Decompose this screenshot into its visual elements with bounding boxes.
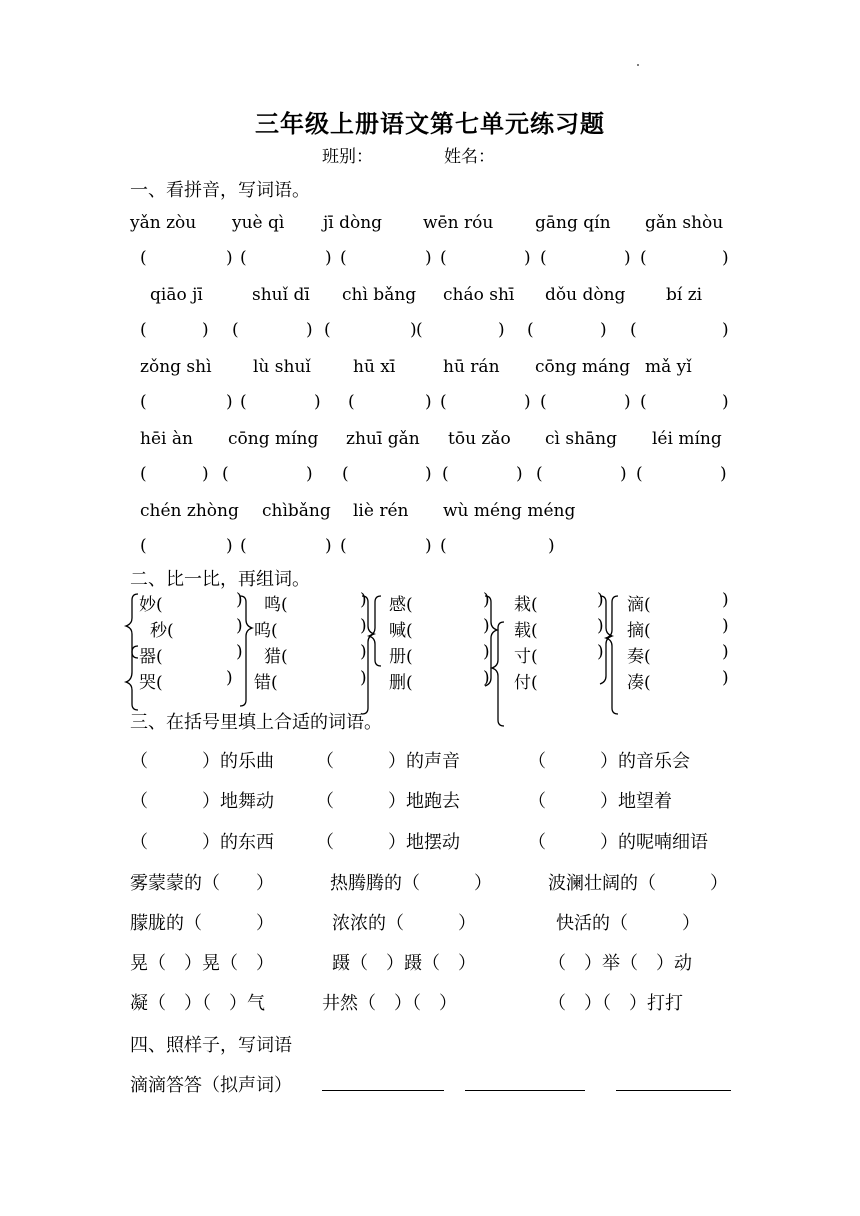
paren-open: (	[140, 536, 147, 556]
paren-open: (	[416, 320, 423, 340]
fill-item: （ ）的乐曲	[130, 751, 274, 772]
fill-item: 朦胧的（ ）	[130, 913, 274, 934]
answer-line[interactable]	[465, 1090, 585, 1091]
paren-open: (	[442, 464, 449, 484]
paren-close: )	[624, 392, 631, 412]
paren-close: )	[722, 616, 729, 636]
paren-close: )	[325, 248, 332, 268]
brace-g2-right	[362, 596, 374, 714]
paren-close: )	[226, 392, 233, 412]
paren-close: )	[516, 464, 523, 484]
section-4-heading: 四、照样子，写词语	[130, 1035, 292, 1056]
paren-close: )	[498, 320, 505, 340]
pinyin: zǒng shì	[140, 357, 212, 377]
pinyin: léi míng	[652, 429, 722, 449]
fill-item: （ ）地舞动	[130, 791, 274, 812]
char-item: 喊(	[389, 621, 413, 641]
paren-open: (	[340, 536, 347, 556]
paren-open: (	[140, 464, 147, 484]
fill-item: 井然（ ）（ ）	[322, 993, 457, 1014]
char-item: 寸(	[514, 647, 538, 667]
paren-open: (	[440, 536, 447, 556]
paren-close: )	[483, 642, 490, 662]
fill-item: 蹑（ ）蹑（ ）	[332, 953, 476, 974]
char-item: 册(	[389, 647, 413, 667]
name-label: 姓名：	[444, 147, 495, 167]
pinyin: hēi àn	[140, 429, 193, 449]
char-item: 载(	[514, 621, 538, 641]
fill-item: （ ）地望着	[528, 791, 672, 812]
fill-item: （ ）地跑去	[316, 791, 460, 812]
paren-open: (	[640, 392, 647, 412]
char-item: 哭(	[139, 673, 163, 693]
example-word: 滴滴答答（拟声词）	[130, 1075, 292, 1096]
paren-close: )	[620, 464, 627, 484]
paren-open: (	[240, 392, 247, 412]
char-item: 猎(	[264, 647, 288, 667]
answer-line[interactable]	[322, 1090, 444, 1091]
paren-open: (	[340, 248, 347, 268]
brace-g5-left	[606, 596, 618, 714]
char-item: 凑(	[627, 673, 651, 693]
paren-open: (	[440, 248, 447, 268]
brace-left-bottom	[126, 646, 138, 710]
brace-left-top	[126, 594, 138, 658]
char-item: 感(	[389, 595, 413, 615]
brace-g3-left	[369, 596, 381, 666]
paren-close: )	[548, 536, 555, 556]
fill-item: 波澜壮阔的（ ）	[548, 873, 728, 894]
pinyin: zhuī gǎn	[346, 429, 420, 449]
paren-close: )	[202, 320, 209, 340]
fill-item: 雾蒙蒙的（ ）	[130, 873, 274, 894]
pinyin: cháo shī	[443, 285, 515, 305]
brace-g3-right	[485, 596, 497, 686]
class-label: 班别：	[322, 147, 373, 167]
pinyin: mǎ yǐ	[645, 357, 692, 377]
char-item: 滴(	[627, 595, 651, 615]
section-1-heading: 一、看拼音，写词语。	[130, 180, 310, 201]
paren-close: )	[314, 392, 321, 412]
char-item: 栽(	[514, 595, 538, 615]
fill-item: （ ）地摆动	[316, 832, 460, 853]
paren-open: (	[527, 320, 534, 340]
pinyin: bí zi	[666, 285, 703, 305]
paren-close: )	[722, 668, 729, 688]
paren-close: )	[720, 464, 727, 484]
paren-close: )	[236, 590, 243, 610]
paren-open: (	[640, 248, 647, 268]
section-3-heading: 三、在括号里填上合适的词语。	[130, 712, 382, 733]
brace-g1-right	[240, 596, 252, 706]
paren-close: )	[483, 590, 490, 610]
paren-close: )	[425, 392, 432, 412]
answer-line[interactable]	[616, 1090, 731, 1091]
pinyin: tōu zǎo	[448, 429, 511, 449]
paren-close: )	[226, 248, 233, 268]
fill-item: （ ）举（ ）动	[548, 953, 692, 974]
pinyin: cì shāng	[545, 429, 618, 449]
paren-close: )	[600, 320, 607, 340]
paren-close: )	[325, 536, 332, 556]
paren-close: )	[722, 590, 729, 610]
pinyin: chì bǎng	[342, 285, 417, 305]
paren-open: (	[540, 248, 547, 268]
pinyin: shuǐ dī	[252, 285, 310, 305]
fill-item: 凝（ ）（ ）气	[130, 993, 265, 1014]
char-item: 呜(	[254, 621, 278, 641]
paren-close: )	[425, 536, 432, 556]
paren-open: (	[140, 320, 147, 340]
fill-item: （ ）的音乐会	[528, 751, 690, 772]
fill-item: （ ）（ ）打打	[548, 993, 683, 1014]
paren-open: (	[232, 320, 239, 340]
paren-open: (	[222, 464, 229, 484]
fill-item: 热腾腾的（ ）	[330, 873, 492, 894]
paren-close: )	[236, 616, 243, 636]
char-item: 付(	[514, 673, 538, 693]
paren-open: (	[536, 464, 543, 484]
paren-close: )	[425, 248, 432, 268]
paren-open: (	[636, 464, 643, 484]
paren-open: (	[140, 392, 147, 412]
paren-open: (	[324, 320, 331, 340]
char-item: 秒(	[150, 621, 174, 641]
fill-item: 快活的（ ）	[556, 913, 700, 934]
paren-close: )	[597, 590, 604, 610]
paren-open: (	[140, 248, 147, 268]
paren-close: )	[722, 642, 729, 662]
paren-close: )	[624, 248, 631, 268]
paren-close: )	[202, 464, 209, 484]
char-item: 摘(	[627, 621, 651, 641]
pinyin: qiāo jī	[150, 285, 203, 305]
pinyin: lù shuǐ	[253, 357, 311, 377]
paren-close: )	[410, 320, 417, 340]
char-item: 器(	[139, 647, 163, 667]
paren-close: )	[483, 668, 490, 688]
paren-open: (	[240, 536, 247, 556]
paren-close: )	[597, 616, 604, 636]
paren-open: (	[440, 392, 447, 412]
page-title: 三年级上册语文第七单元练习题	[255, 109, 605, 138]
fill-item: 晃（ ）晃（ ）	[130, 953, 274, 974]
paren-close: )	[226, 536, 233, 556]
pinyin: hū xī	[353, 357, 396, 377]
fill-item: 浓浓的（ ）	[332, 913, 476, 934]
pinyin: yuè qì	[232, 213, 285, 233]
pinyin: gāng qín	[535, 213, 611, 233]
paren-close: )	[524, 392, 531, 412]
section-2-heading: 二、比一比，再组词。	[130, 569, 310, 590]
paren-close: )	[524, 248, 531, 268]
pinyin: yǎn zòu	[130, 213, 197, 233]
pinyin: chìbǎng	[262, 501, 331, 521]
fill-item: （ ）的声音	[316, 751, 460, 772]
pinyin: gǎn shòu	[645, 213, 724, 233]
paren-open: (	[540, 392, 547, 412]
pinyin: dǒu dòng	[545, 285, 626, 305]
paren-close: )	[306, 320, 313, 340]
pinyin: cōng míng	[228, 429, 319, 449]
paren-close: )	[226, 668, 233, 688]
paren-open: (	[342, 464, 349, 484]
pinyin: wù méng méng	[443, 501, 576, 521]
paren-close: )	[722, 392, 729, 412]
paren-close: )	[306, 464, 313, 484]
paren-close: )	[722, 320, 729, 340]
paren-close: )	[236, 642, 243, 662]
char-item: 妙(	[139, 595, 163, 615]
pinyin: chén zhòng	[140, 501, 239, 521]
paren-close: )	[722, 248, 729, 268]
pinyin: cōng máng	[535, 357, 631, 377]
paren-open: (	[348, 392, 355, 412]
paren-open: (	[630, 320, 637, 340]
paren-close: )	[360, 668, 367, 688]
paren-close: )	[360, 590, 367, 610]
pinyin: wēn róu	[423, 213, 494, 233]
paren-close: )	[425, 464, 432, 484]
paren-close: )	[483, 616, 490, 636]
fill-item: （ ）的呢喃细语	[528, 832, 708, 853]
paren-open: (	[240, 248, 247, 268]
fill-item: （ ）的东西	[130, 832, 274, 853]
brace-g4-left	[492, 622, 504, 726]
paren-close: )	[360, 616, 367, 636]
char-item: 错(	[254, 673, 278, 693]
char-item: 鸣(	[264, 595, 288, 615]
pinyin: jī dòng	[323, 213, 383, 233]
char-item: 删(	[389, 673, 413, 693]
char-item: 奏(	[627, 647, 651, 667]
pinyin: liè rén	[353, 501, 409, 521]
paren-close: )	[360, 642, 367, 662]
paren-close: )	[597, 642, 604, 662]
pinyin: hū rán	[443, 357, 500, 377]
